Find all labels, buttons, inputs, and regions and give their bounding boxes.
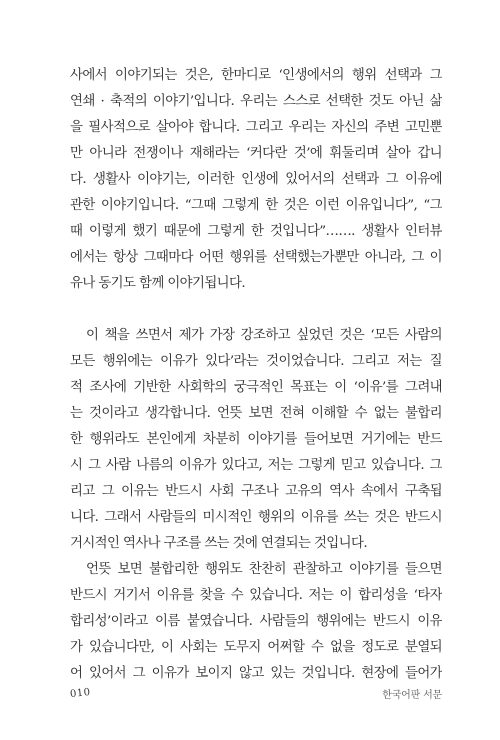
text-line: 이 책을 쓰면서 제가 가장 강조하고 싶었던 것은 ‘모든 사람의 <box>86 328 442 343</box>
text-line: 합리성’이라고 이름 붙였습니다. 사람들의 행위에는 반드시 이유 <box>70 614 442 629</box>
text-line: 모든 행위에는 이유가 있다’라는 것이었습니다. 그리고 저는 질 <box>70 354 442 369</box>
running-title: 한국어판 서문 <box>382 690 442 701</box>
text-line: 가 있습니다만, 이 사회는 도무지 어쩌할 수 없을 정도로 분열되 <box>70 640 442 655</box>
text-line: 리고 그 이유는 반드시 사회 구조나 고유의 역사 속에서 구축됩 <box>70 484 442 499</box>
text-line: 에서는 항상 그때마다 어떤 행위를 선택했는가뿐만 아니라, 그 이 <box>70 250 442 265</box>
text-line: 적 조사에 기반한 사회학의 궁극적인 목표는 이 ‘이유’를 그려내 <box>70 380 442 395</box>
text-line: 거시적인 역사나 구조를 쓰는 것에 연결되는 것입니다. <box>70 536 367 551</box>
page-number: 010 <box>69 686 92 701</box>
text-line: 을 필사적으로 살아야 합니다. 그리고 우리는 자신의 주변 고민뿐 <box>70 120 442 135</box>
text-line: 언뜻 보면 불합리한 행위도 찬찬히 관찰하고 이야기를 들으면 <box>86 562 442 577</box>
text-line: 만 아니라 전쟁이나 재해라는 ‘커다란 것’에 휘둘리며 살아 갑니 <box>70 146 442 161</box>
text-line: 때 이렇게 했기 때문에 그렇게 한 것입니다”……. 생활사 인터뷰 <box>70 224 442 239</box>
text-line: 다. 생활사 이야기는, 이러한 인생에 있어서의 선택과 그 이유에 <box>70 172 442 187</box>
text-line: 는 것이라고 생각합니다. 언뜻 보면 전혀 이해할 수 없는 불합리 <box>70 406 442 421</box>
text-line: 한 행위라도 본인에게 차분히 이야기를 들어보면 거기에는 반드 <box>70 432 442 447</box>
text-line: 니다. 그래서 사람들의 미시적인 행위의 이유를 쓰는 것은 반드시 <box>70 510 442 525</box>
text-line: 반드시 거기서 이유를 찾을 수 있습니다. 저는 이 합리성을 ‘타자 <box>70 588 442 603</box>
text-line: 시 그 사람 나름의 이유가 있다고, 저는 그렇게 믿고 있습니다. 그 <box>70 458 442 473</box>
text-line: 관한 이야기입니다. “그때 그렇게 한 것은 이런 이유입니다”, “그 <box>70 198 442 213</box>
text-line: 사에서 이야기되는 것은, 한마디로 ‘인생에서의 행위 선택과 그 <box>70 68 442 83</box>
text-line: 어 있어서 그 이유가 보이지 않고 있는 것입니다. 현장에 들어가 <box>70 666 442 681</box>
text-line: 유나 동기도 함께 이야기됩니다. <box>70 276 245 291</box>
text-line: 연쇄 · 축적의 이야기’입니다. 우리는 스스로 선택한 것도 아닌 삶 <box>70 94 442 109</box>
